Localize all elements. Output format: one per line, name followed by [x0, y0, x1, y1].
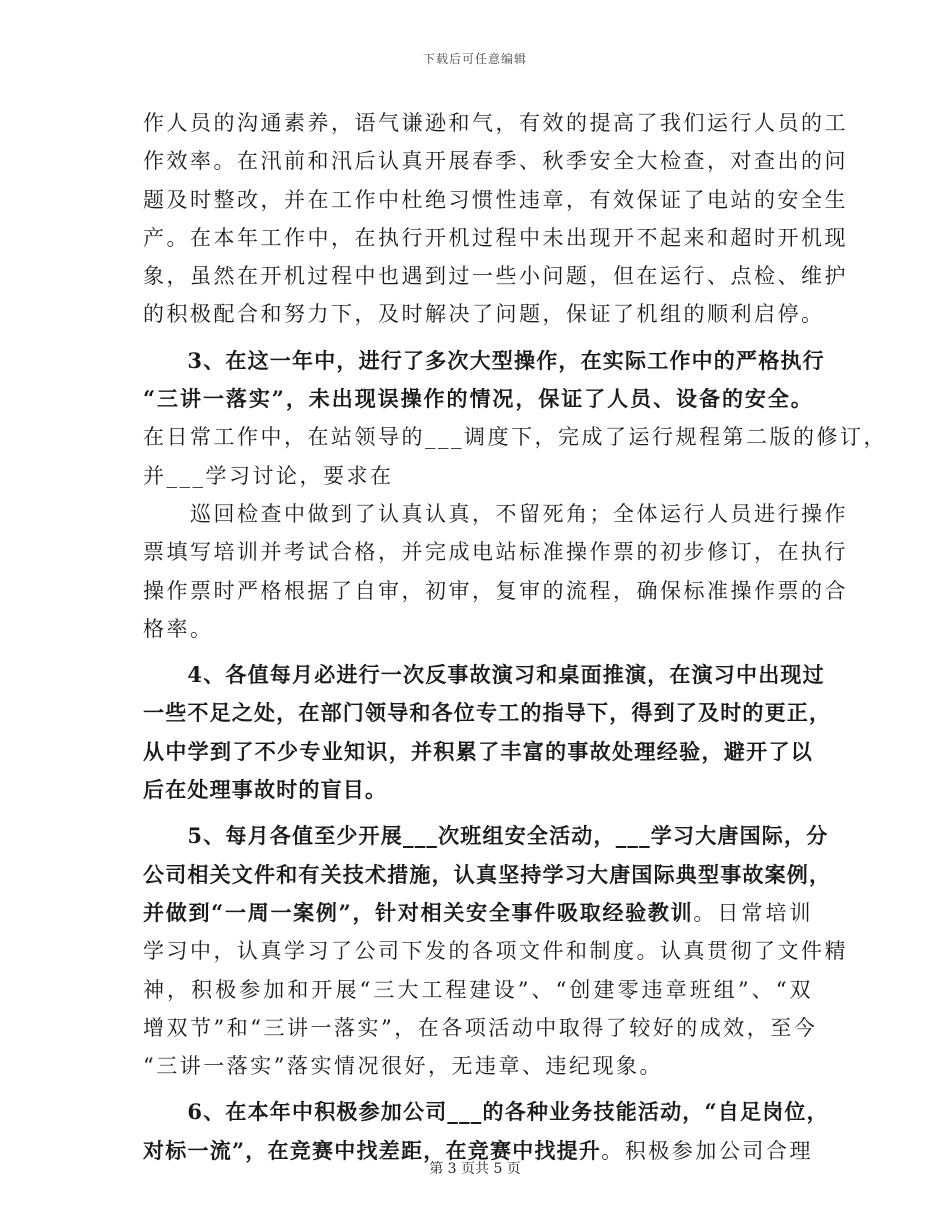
text-line [143, 181, 848, 219]
paragraph-gap [143, 809, 813, 817]
text-line [143, 457, 813, 495]
text-line [143, 380, 813, 418]
paragraph-gap [143, 648, 813, 656]
text-segment: 题及时整改，并在工作中杜绝习惯性违章，有效保证了电站的安全生 [143, 187, 848, 212]
document-body [143, 104, 887, 1170]
bold-text-segment: 5、每月各值至少开展___次班组安全活动，___学习大唐国际，分 [143, 823, 829, 849]
text-segment: 作效率。在汛前和汛后认真开展春季、秋季安全大检查，对查出的问 [143, 149, 848, 174]
bold-text-segment: 一些不足之处，在部门领导和各位专工的指导下，得到了及时的更正， [143, 700, 832, 726]
text-line [143, 932, 848, 970]
text-segment: 在日常工作中，在站领导的___调度下，完成了运行规程第二版的修订， [143, 425, 887, 450]
text-line [143, 1009, 818, 1047]
text-line [143, 817, 829, 855]
text-line [143, 656, 825, 694]
text-line [143, 856, 832, 894]
text-segment: 象，虽然在开机过程中也遇到过一些小问题，但在运行、点检、维护 [143, 264, 848, 289]
text-line [143, 257, 848, 295]
text-segment: 增双节”和“三讲一落实”，在各项活动中取得了较好的成效，至今 [143, 1015, 818, 1040]
text-line [143, 894, 813, 932]
text-segment: 神，积极参加和开展“三大工程建设”、“创建零违章班组”、“双 [143, 977, 813, 1002]
bold-text-segment: 公司相关文件和有关技术措施，认真坚持学习大唐国际典型事故案例， [143, 861, 832, 887]
text-line [143, 572, 848, 610]
text-segment: 并___学习讨论，要求在 [143, 463, 394, 488]
page-header: 下载后可任意编辑 [422, 52, 527, 66]
text-line [143, 418, 887, 456]
paragraph-gap [143, 1085, 813, 1093]
text-line [143, 1093, 829, 1131]
text-segment: 作人员的沟通素养，语气谦逊和气，有效的提高了我们运行人员的工 [143, 111, 848, 135]
text-line [143, 342, 825, 380]
bold-text-segment: 对标一流”，在竞赛中找差距，在竞赛中找提升 [143, 1137, 602, 1163]
bold-text-segment: 后在处理事故时的盲目。 [143, 777, 388, 803]
bold-text-segment: “三讲一落实”，未出现误操作的情况，保证了人员、设备的安全。 [143, 386, 813, 412]
text-line [143, 1047, 813, 1085]
text-line [143, 971, 813, 1009]
text-segment: 产。在本年工作中，在执行开机过程中未出现开不起来和超时开机现 [143, 225, 848, 250]
text-line [143, 533, 848, 571]
bold-text-segment: 6、在本年中积极参加公司___的各种业务技能活动，“自足岗位， [143, 1099, 829, 1125]
text-segment: 学习中，认真学习了公司下发的各项文件和制度。认真贯彻了文件精 [143, 939, 848, 964]
text-segment: 的积极配合和努力下，及时解决了问题，保证了机组的顺利启停。 [143, 302, 825, 327]
paragraph-gap [143, 334, 813, 342]
text-segment: 操作票时严格根据了自审，初审，复审的流程，确保标准操作票的合 [143, 578, 848, 603]
text-segment: 格率。 [143, 616, 214, 641]
text-line [143, 771, 813, 809]
text-segment: 。积极参加公司合理 [601, 1138, 814, 1163]
text-line [143, 219, 848, 257]
text-segment: 。日常培训 [693, 900, 814, 925]
text-line [143, 495, 848, 533]
text-line [143, 142, 848, 180]
text-line [143, 104, 848, 142]
text-line [143, 694, 832, 732]
page-footer: 第 3 页共 5 页 [429, 1161, 521, 1177]
text-segment: 巡回检查中做到了认真认真，不留死角；全体运行人员进行操作 [143, 501, 848, 526]
text-segment: 票填写培训并考试合格，并完成电站标准操作票的初步修订，在执行 [143, 540, 848, 565]
bold-text-segment: 4、各值每月必进行一次反事故演习和桌面推演，在演习中出现过 [143, 662, 825, 688]
text-line [143, 295, 825, 333]
bold-text-segment: 并做到“一周一案例”，针对相关安全事件吸取经验教训 [143, 899, 694, 925]
bold-text-segment: 从中学到了不少专业知识，并积累了丰富的事故处理经验，避开了以 [143, 738, 813, 764]
text-line [143, 733, 813, 771]
bold-text-segment: 3、在这一年中，进行了多次大型操作，在实际工作中的严格执行 [143, 347, 825, 373]
text-segment: “三讲一落实”落实情况很好，无违章、违纪现象。 [143, 1054, 663, 1079]
text-line [143, 610, 813, 648]
